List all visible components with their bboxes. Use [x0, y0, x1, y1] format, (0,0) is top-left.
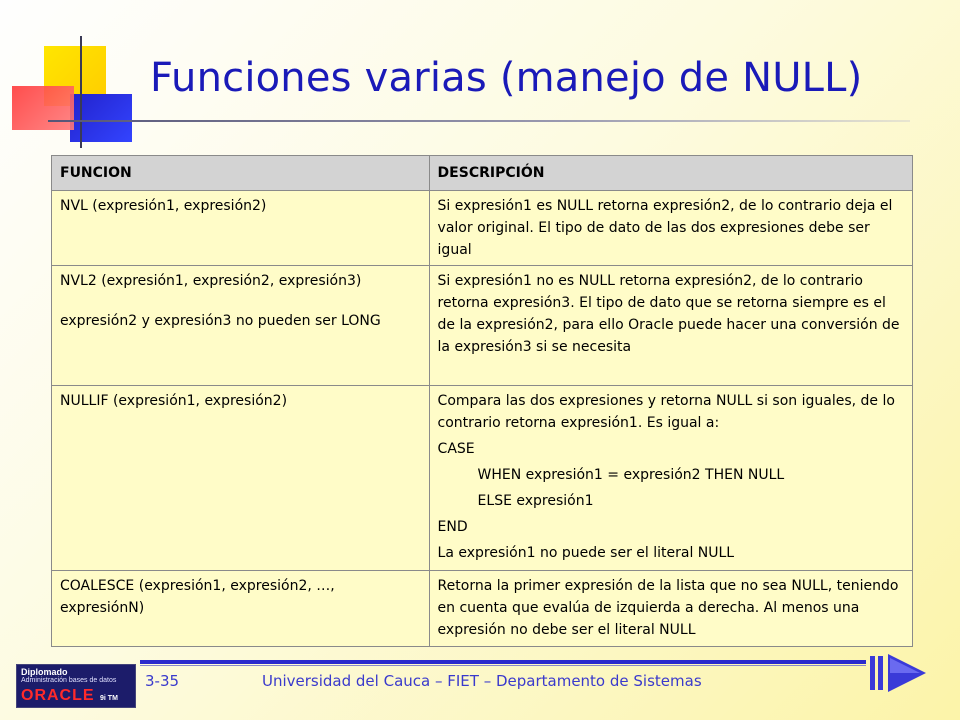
header-descripcion: DESCRIPCIÓN: [429, 156, 912, 191]
title-underline: [48, 120, 910, 122]
arrow-bar-1: [870, 656, 875, 690]
next-slide-arrow-icon[interactable]: [868, 650, 930, 696]
cell-desc-nvl2: Si expresión1 no es NULL retorna expresión2, de lo contrario retorna expresión3. El tipo de dato que se retorna siempre es el de la expresión2, para ello Oracle puede hacer una conversión de la expresión3 si se necesita: [429, 266, 912, 386]
arrow-bar-2: [878, 656, 883, 690]
nullif-code-else: ELSE expresión1: [477, 493, 594, 509]
header-funcion: FUNCION: [52, 156, 430, 191]
nullif-code-end: END: [437, 519, 468, 535]
cell-func-nvl: NVL (expresión1, expresión2): [52, 191, 430, 266]
logo-subtitle: Administración bases de datos: [21, 677, 117, 684]
nullif-desc: Compara las dos expresiones y retorna NULL si son iguales, de lo contrario retorna expresión1. Es igual a:: [437, 393, 895, 431]
cell-func-coalesce: COALESCE (expresión1, expresión2, …, expresiónN): [52, 571, 430, 647]
page-number: 3-35: [145, 672, 180, 690]
logo-oracle: ORACLE: [21, 687, 95, 704]
nullif-code-when: WHEN expresión1 = expresión2 THEN NULL: [477, 467, 785, 483]
footer-text: Universidad del Cauca – FIET – Departamento de Sistemas: [262, 672, 702, 690]
cell-desc-nvl: Si expresión1 es NULL retorna expresión2, de lo contrario deja el valor original. El tipo de dato de las dos expresiones debe ser igual: [429, 191, 912, 266]
nullif-note: La expresión1 no puede ser el literal NULL: [437, 545, 735, 561]
table-row-coalesce: [52, 571, 913, 647]
decor-vertical-line: [80, 36, 82, 148]
functions-table: [51, 155, 913, 647]
footer-divider: [140, 660, 866, 664]
logo-brand: [21, 687, 118, 705]
footer-divider-thin: [140, 665, 866, 666]
diplomado-oracle-logo: [16, 664, 136, 708]
table-header-row: [52, 156, 913, 191]
logo-version: 9i TM: [100, 695, 118, 702]
decor-red-square: [12, 86, 74, 130]
cell-func-nvl2: [52, 266, 430, 386]
table-row-nvl: [52, 191, 913, 266]
logo-diplomado: Diplomado: [21, 667, 68, 677]
cell-func-nullif: NULLIF (expresión1, expresión2): [52, 386, 430, 571]
slide-title: Funciones varias (manejo de NULL): [150, 55, 863, 101]
nvl2-signature: NVL2 (expresión1, expresión2, expresión3): [60, 273, 362, 289]
cell-desc-coalesce: Retorna la primer expresión de la lista que no sea NULL, teniendo en cuenta que evalúa de izquierda a derecha. Al menos una expresión no debe ser el literal NULL: [429, 571, 912, 647]
arrow-highlight: [890, 658, 920, 673]
table-row-nullif: [52, 386, 913, 571]
spacer: [60, 292, 423, 310]
nvl2-note: expresión2 y expresión3 no pueden ser LONG: [60, 313, 381, 329]
nullif-code-case: CASE: [437, 441, 475, 457]
cell-desc-nullif: [429, 386, 912, 571]
table-row-nvl2: [52, 266, 913, 386]
